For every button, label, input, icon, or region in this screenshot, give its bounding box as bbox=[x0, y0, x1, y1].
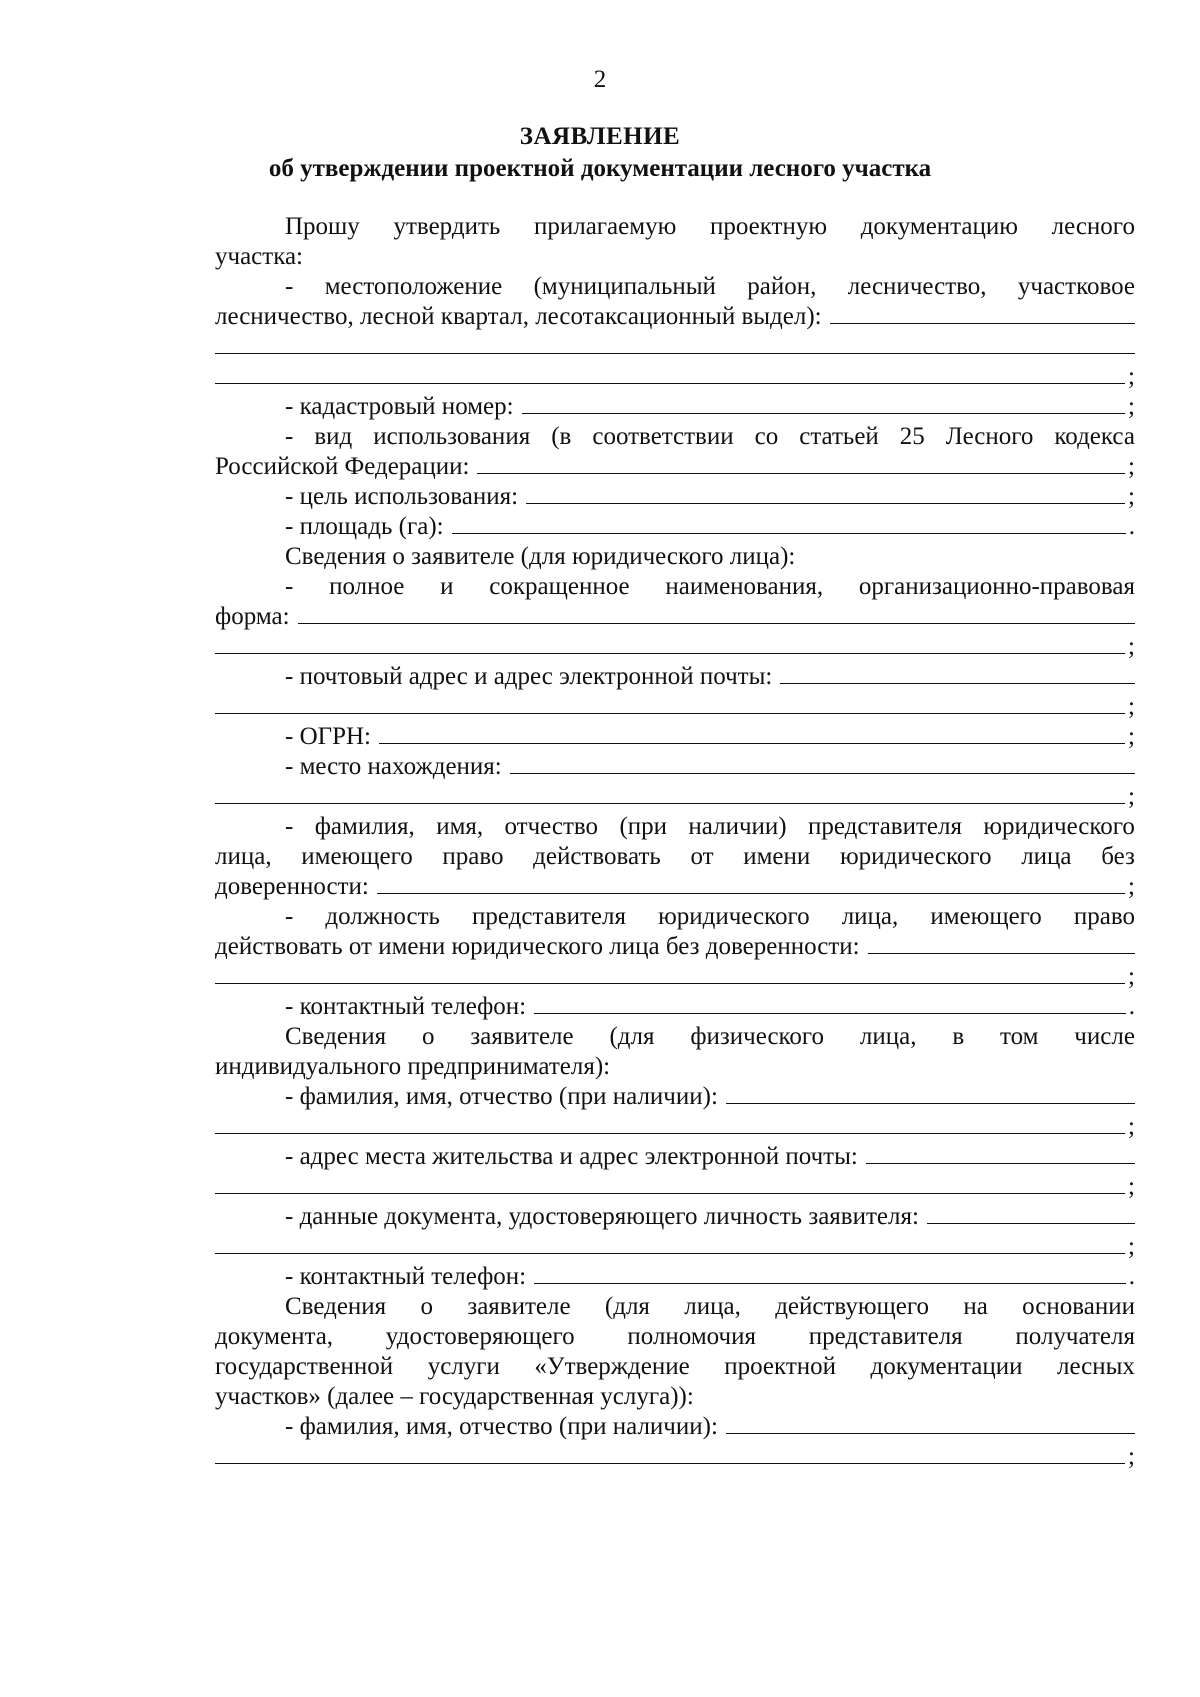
word: (для bbox=[604, 1293, 650, 1320]
word: основании bbox=[1022, 1293, 1135, 1320]
rep-name-field[interactable]: доверенности: ; bbox=[215, 873, 1135, 900]
word: - bbox=[285, 273, 294, 300]
word: лица, bbox=[215, 843, 272, 870]
use-type-field[interactable]: Российской Федерации: ; bbox=[215, 453, 1135, 480]
document-title: ЗАЯВЛЕНИЕ bbox=[519, 123, 681, 150]
page-number: 2 bbox=[593, 66, 607, 93]
word: в bbox=[952, 1023, 965, 1050]
word: имеющего bbox=[930, 903, 1042, 930]
rep-position-field-end[interactable]: ; bbox=[215, 961, 1135, 993]
word: на bbox=[963, 1293, 988, 1320]
word: юридического bbox=[983, 813, 1135, 840]
word: соответствии bbox=[592, 423, 734, 450]
word: том bbox=[1000, 1023, 1039, 1050]
rep-position-line bbox=[285, 901, 1135, 933]
word: местоположение bbox=[324, 273, 503, 300]
word: действовать bbox=[533, 843, 661, 870]
legal-name-line bbox=[285, 571, 1135, 603]
word: сокращенное bbox=[489, 573, 630, 600]
word: использования bbox=[373, 423, 531, 450]
use-type-line bbox=[285, 421, 1135, 453]
word: юридического bbox=[839, 843, 992, 870]
word: Сведения bbox=[285, 1023, 387, 1050]
word: проектную bbox=[709, 213, 828, 240]
word: лица bbox=[1021, 843, 1072, 870]
location-field-continuation[interactable] bbox=[215, 331, 1135, 363]
word: услуги bbox=[427, 1353, 500, 1380]
phys-document-field[interactable]: - данные документа, удостоверяющего личность заявителя: bbox=[285, 1201, 1135, 1233]
word: от bbox=[690, 843, 714, 870]
intro-end: участка: bbox=[215, 243, 304, 270]
document-subtitle: об утверждении проектной документации лесного участка bbox=[268, 155, 932, 182]
word: действующего bbox=[775, 1293, 930, 1320]
word: представителя bbox=[808, 1323, 963, 1350]
word: лесного bbox=[1051, 213, 1135, 240]
purpose-field[interactable]: - цель использования: ; bbox=[285, 483, 1135, 510]
phys-name-field[interactable]: - фамилия, имя, отчество (при наличии): bbox=[285, 1081, 1135, 1113]
word: документацию bbox=[860, 213, 1018, 240]
word: лесничество, bbox=[847, 273, 987, 300]
word: лица, bbox=[684, 1293, 741, 1320]
word: имени bbox=[743, 843, 811, 870]
word: - bbox=[285, 903, 294, 930]
postal-address-field[interactable]: - почтовый адрес и адрес электронной почты: bbox=[285, 661, 1135, 693]
word: лесных bbox=[1056, 1353, 1135, 1380]
word: наименования, bbox=[665, 573, 824, 600]
word: заявителе bbox=[470, 1023, 574, 1050]
word: документации bbox=[870, 1353, 1023, 1380]
word: «Утверждение bbox=[534, 1353, 690, 1380]
legal-form-field-end[interactable]: ; bbox=[215, 631, 1135, 663]
word: полномочия bbox=[627, 1323, 756, 1350]
word: удостоверяющего bbox=[385, 1323, 575, 1350]
phys-name-field-end[interactable]: ; bbox=[215, 1111, 1135, 1143]
word: государственной bbox=[215, 1353, 394, 1380]
word: наличии) bbox=[688, 813, 787, 840]
word: имеющего bbox=[301, 843, 413, 870]
word: прилагаемую bbox=[533, 213, 677, 240]
word: (при bbox=[619, 813, 668, 840]
word: заявителе bbox=[467, 1293, 571, 1320]
phys-address-field-end[interactable]: ; bbox=[215, 1171, 1135, 1203]
rep-header-line-2 bbox=[215, 1321, 1135, 1353]
word: физического bbox=[690, 1023, 825, 1050]
location-place-field-end[interactable]: ; bbox=[215, 781, 1135, 813]
word: юридического bbox=[658, 903, 810, 930]
word: вид bbox=[314, 423, 353, 450]
phys-phone-field[interactable]: - контактный телефон: . bbox=[285, 1263, 1135, 1290]
word: отчество bbox=[504, 813, 599, 840]
word: утвердить bbox=[393, 213, 501, 240]
word: - bbox=[285, 813, 294, 840]
word: (для bbox=[609, 1023, 655, 1050]
intro-line bbox=[285, 211, 1135, 243]
ogrn-field[interactable]: - ОГРН: ; bbox=[285, 723, 1135, 750]
area-field[interactable]: - площадь (га): . bbox=[285, 513, 1135, 540]
word: лица, bbox=[859, 1023, 917, 1050]
postal-address-field-end[interactable]: ; bbox=[215, 691, 1135, 723]
word: числе bbox=[1074, 1023, 1135, 1050]
location-field[interactable]: лесничество, лесной квартал, лесотаксационный выдел): bbox=[215, 301, 1135, 333]
word: о bbox=[422, 1023, 435, 1050]
word: лица, bbox=[841, 903, 899, 930]
rep-header-line-1 bbox=[285, 1291, 1135, 1323]
legal-form-field[interactable]: форма: bbox=[215, 601, 1135, 633]
rep-fio-field-end[interactable]: ; bbox=[215, 1441, 1135, 1473]
word: организационно-правовая bbox=[858, 573, 1135, 600]
word: без bbox=[1101, 843, 1135, 870]
rep-position-field[interactable]: действовать от имени юридического лица без доверенности: bbox=[215, 931, 1135, 963]
word: Прошу bbox=[285, 213, 360, 240]
rep-header-end: участков» (далее – государственная услуга)): bbox=[215, 1383, 694, 1410]
word: проектной bbox=[724, 1353, 837, 1380]
location-place-field[interactable]: - место нахождения: bbox=[285, 751, 1135, 783]
rep-header-line-3 bbox=[215, 1351, 1135, 1383]
word: - bbox=[285, 423, 294, 450]
rep-name-line-2 bbox=[215, 841, 1135, 873]
word: фамилия, bbox=[314, 813, 415, 840]
phys-address-field[interactable]: - адрес места жительства и адрес электронной почты: bbox=[285, 1141, 1135, 1173]
word: кодекса bbox=[1054, 423, 1135, 450]
location-field-end[interactable]: ; bbox=[215, 361, 1135, 393]
legal-phone-field[interactable]: - контактный телефон: . bbox=[285, 993, 1135, 1020]
physical-header-end: индивидуального предпринимателя): bbox=[215, 1053, 611, 1080]
word: полное bbox=[329, 573, 405, 600]
word: должность bbox=[325, 903, 440, 930]
word: 25 bbox=[899, 423, 925, 450]
legal-entity-header: Сведения о заявителе (для юридического лица): bbox=[285, 543, 796, 570]
word: о bbox=[420, 1293, 433, 1320]
word: имя, bbox=[436, 813, 484, 840]
word: участковое bbox=[1017, 273, 1135, 300]
word: (муниципальный bbox=[533, 273, 716, 300]
word: и bbox=[440, 573, 454, 600]
rep-fio-field[interactable]: - фамилия, имя, отчество (при наличии): bbox=[285, 1411, 1135, 1443]
word: представителя bbox=[472, 903, 626, 930]
rep-name-line-1 bbox=[285, 811, 1135, 843]
word: Сведения bbox=[285, 1293, 387, 1320]
word: получателя bbox=[1015, 1323, 1135, 1350]
word: представителя bbox=[808, 813, 962, 840]
word: право bbox=[1073, 903, 1135, 930]
word: Лесного bbox=[945, 423, 1034, 450]
cadastral-number-field[interactable]: - кадастровый номер: ; bbox=[285, 393, 1135, 420]
phys-document-field-end[interactable]: ; bbox=[215, 1231, 1135, 1263]
word: - bbox=[285, 573, 294, 600]
word: со bbox=[754, 423, 779, 450]
word: право bbox=[442, 843, 504, 870]
physical-header-line bbox=[285, 1021, 1135, 1053]
word: район, bbox=[747, 273, 817, 300]
word: документа, bbox=[215, 1323, 334, 1350]
location-line bbox=[285, 271, 1135, 303]
word: статьей bbox=[799, 423, 879, 450]
word: (в bbox=[551, 423, 572, 450]
